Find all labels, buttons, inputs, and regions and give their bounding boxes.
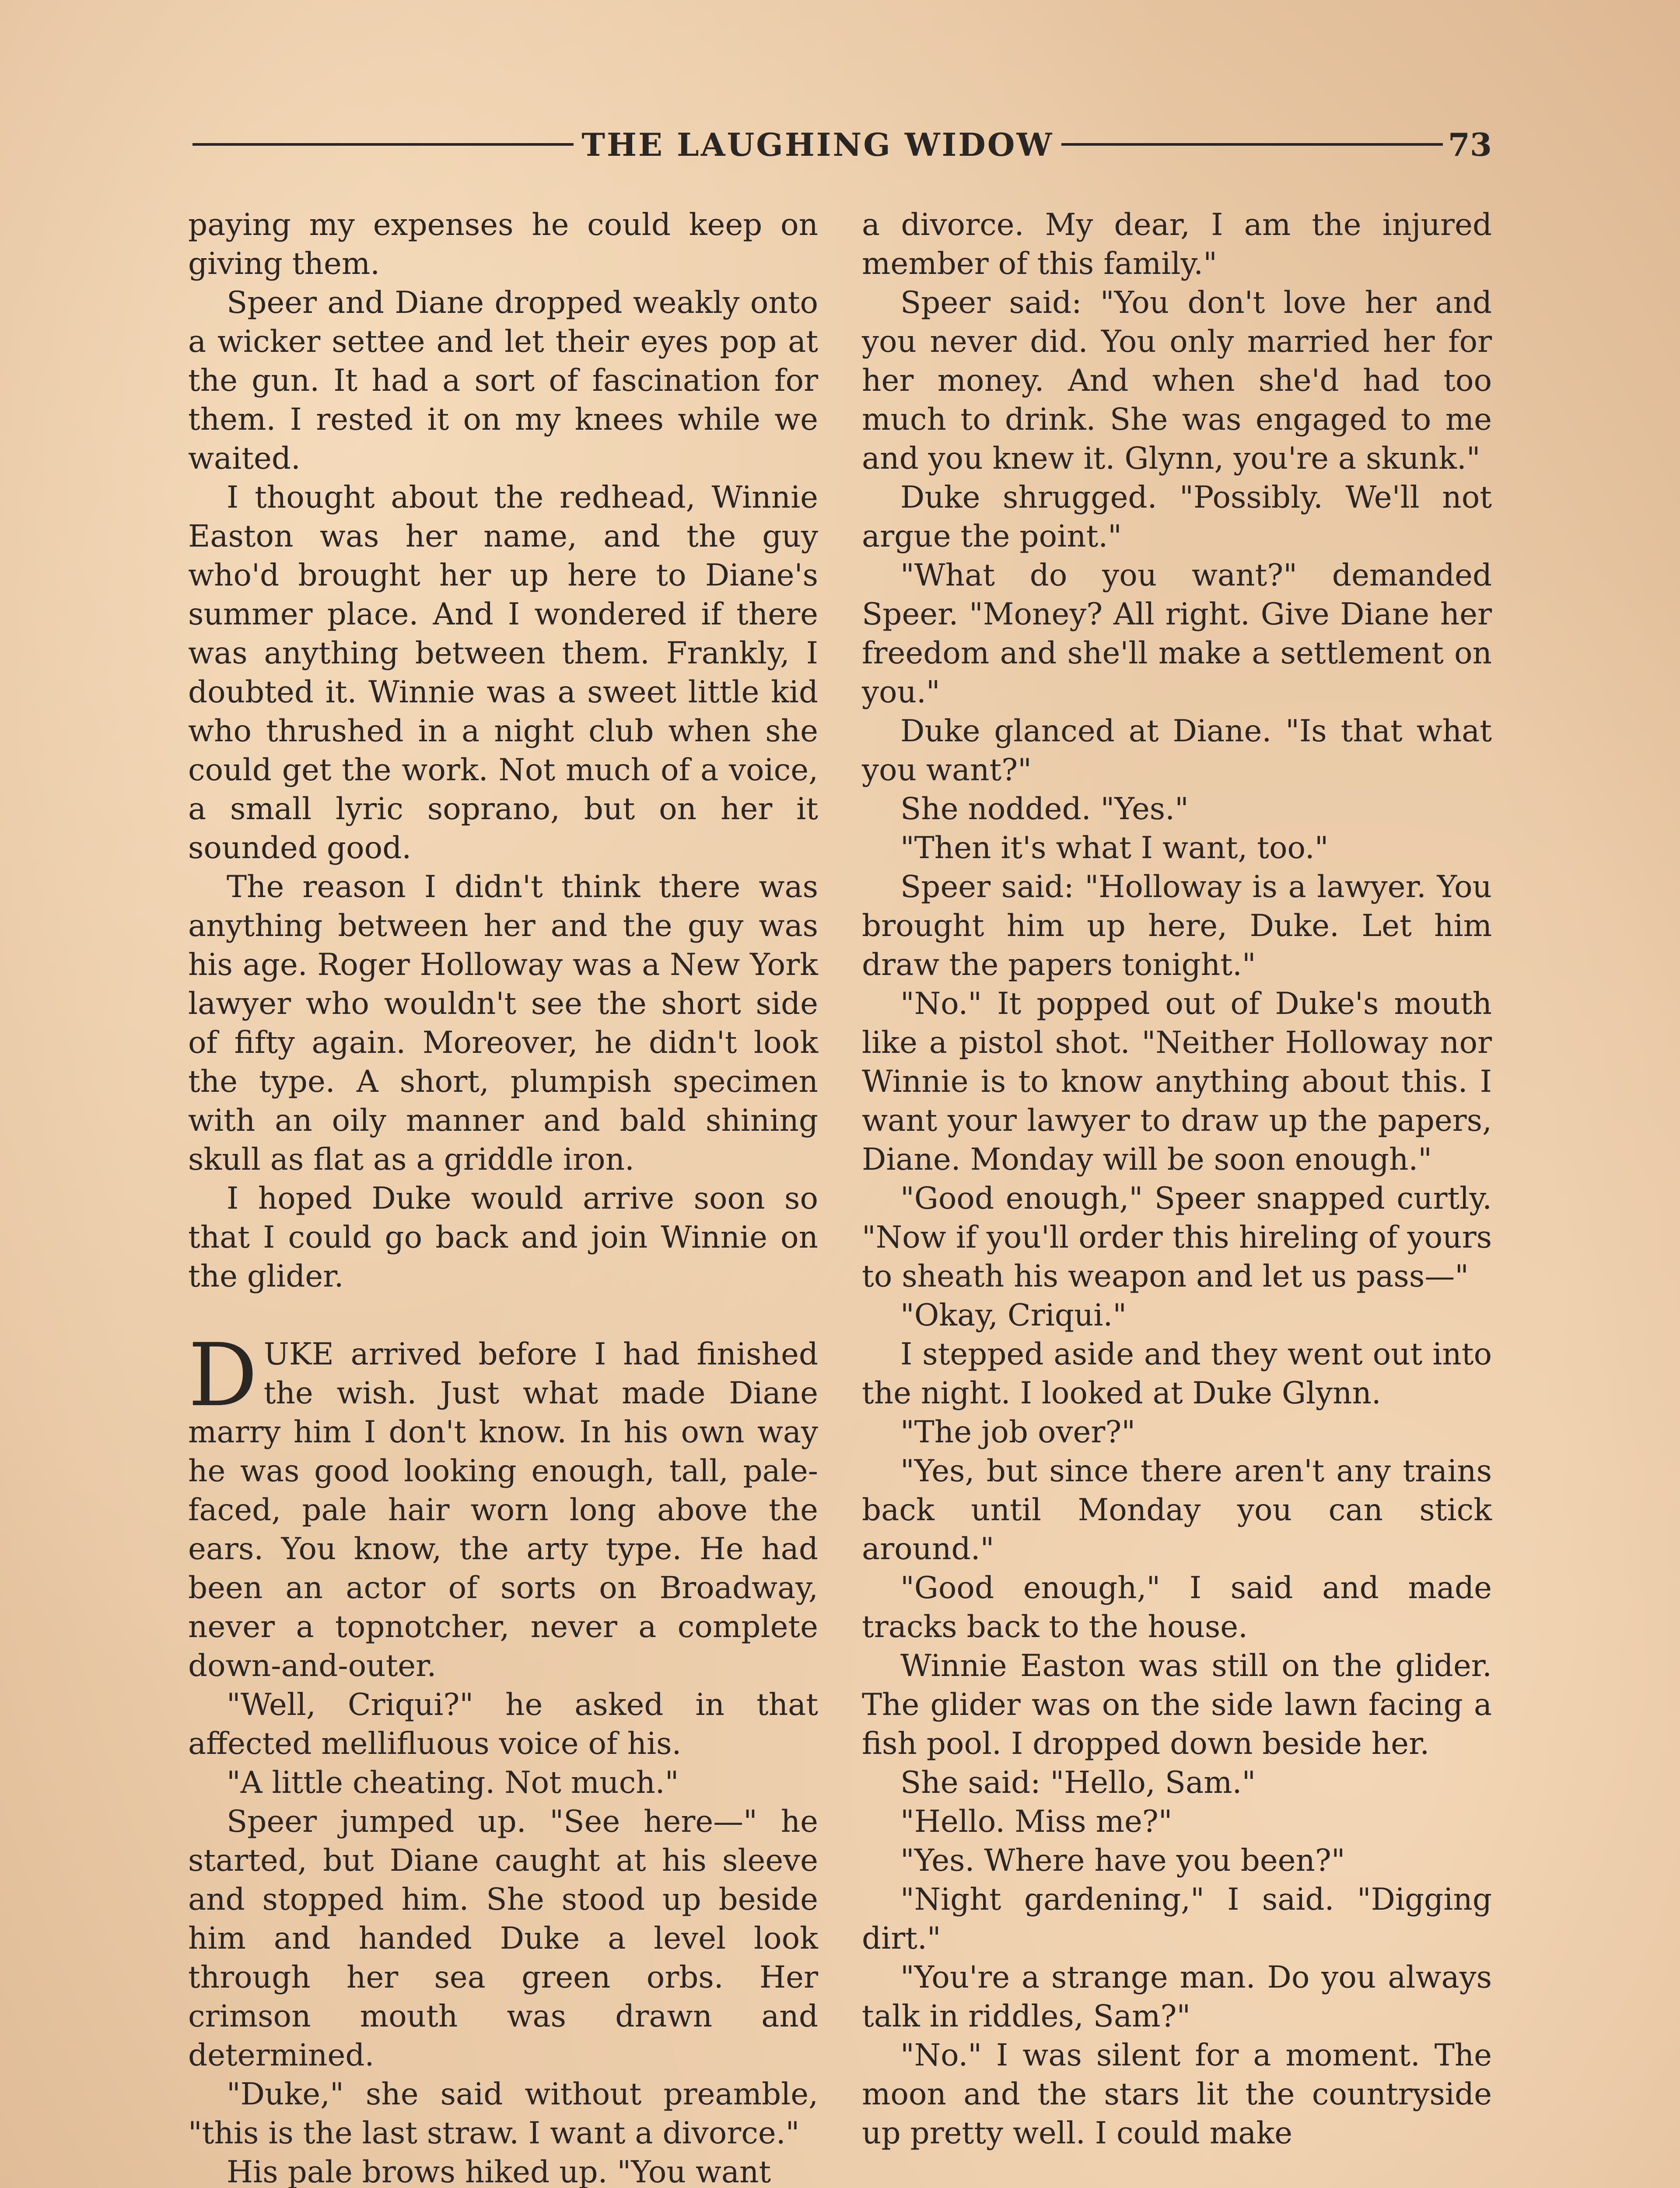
paragraph: a divorce. My dear, I am the injured member of this family." bbox=[862, 207, 1492, 281]
paragraph: She said: "Hello, Sam." bbox=[900, 1765, 1256, 1800]
paragraph: Duke shrugged. "Possibly. We'll not argue the point." bbox=[862, 480, 1492, 554]
paragraph: She nodded. "Yes." bbox=[900, 792, 1189, 827]
paragraph: His pale brows hiked up. "You want bbox=[227, 2155, 771, 2188]
paragraph: "Good enough," I said and made tracks back to the house. bbox=[862, 1571, 1492, 1645]
section-opening-paragraph bbox=[188, 1325, 818, 1686]
paragraph: "Yes, but since there aren't any trains back until Monday you can stick around." bbox=[862, 1454, 1492, 1567]
paragraph: "No." It popped out of Duke's mouth like a pistol shot. "Neither Holloway nor Winnie is to know anything about this. I want your lawyer to draw up the papers, Diane. Monday will be soon enough." bbox=[862, 986, 1492, 1177]
paragraph: Duke glanced at Diane. "Is that what you want?" bbox=[862, 714, 1492, 788]
paragraph: "Then it's what I want, too." bbox=[900, 831, 1329, 866]
paragraph: "Well, Criqui?" he asked in that affected mellifluous voice of his. bbox=[188, 1687, 818, 1761]
paragraph: "You're a strange man. Do you always talk in riddles, Sam?" bbox=[862, 1960, 1492, 2034]
header-rule-right bbox=[1061, 143, 1442, 146]
paragraph: I hoped Duke would arrive soon so that I could go back and join Winnie on the glider. bbox=[188, 1181, 818, 1294]
paragraph: The reason I didn't think there was anything between her and the guy was his age. Roger Holloway was a New York lawyer who wouldn't see the short side of fifty again. Moreover, he didn't look the type. A short, plumpish specimen with an oily manner and bald shining skull as flat as a griddle iron. bbox=[188, 870, 818, 1177]
paragraph: paying my expenses he could keep on giving them. bbox=[188, 207, 818, 281]
paragraph: "Okay, Criqui." bbox=[900, 1298, 1127, 1333]
paragraph: Speer said: "You don't love her and you never did. You only married her for her money. And when she'd had too much to drink. She was engaged to me and you knew it. Glynn, you're a skunk." bbox=[862, 285, 1492, 476]
paragraph: "The job over?" bbox=[900, 1415, 1136, 1450]
paragraph: "Night gardening," I said. "Digging dirt." bbox=[862, 1882, 1492, 1956]
paragraph: "Duke," she said without preamble, "this is the last straw. I want a divorce." bbox=[188, 2077, 818, 2151]
paragraph: Winnie Easton was still on the glider. The glider was on the side lawn facing a fish pool. I dropped down beside her. bbox=[862, 1648, 1492, 1761]
text-column-right bbox=[862, 206, 1492, 2153]
drop-cap: D bbox=[188, 1325, 258, 1426]
paragraph: "What do you want?" demanded Speer. "Money? All right. Give Diane her freedom and she'll make a settlement on you." bbox=[862, 558, 1492, 710]
section-opening-text: UKE arrived before I had finished the wish. Just what made Diane marry him I don't know. In his own way he was good looking enough, tall, pale-faced, pale hair worn long above the ears. You know, the arty type. He had been an actor of sorts on Broadway, never a topnotcher, never a complete down-and-outer. bbox=[188, 1337, 818, 1683]
paragraph: "Good enough," Speer snapped curtly. "Now if you'll order this hireling of yours to sheath his weapon and let us pass—" bbox=[862, 1181, 1492, 1294]
paragraph: I stepped aside and they went out into the night. I looked at Duke Glynn. bbox=[862, 1337, 1492, 1411]
paragraph: "A little cheating. Not much." bbox=[227, 1765, 679, 1800]
paragraph: I thought about the redhead, Winnie Easton was her name, and the guy who'd brought her up here to Diane's summer place. And I wondered if there was anything between them. Frankly, I doubted it. Winnie was a sweet little kid who thrushed in a night club when she could get the work. Not much of a voice, a small lyric soprano, but on her it sounded good. bbox=[188, 480, 818, 866]
running-header bbox=[192, 123, 1492, 166]
header-rule-left bbox=[192, 143, 574, 146]
paragraph: "Hello. Miss me?" bbox=[900, 1804, 1172, 1839]
paragraph: "No." I was silent for a moment. The moon and the stars lit the countryside up pretty well. I could make bbox=[862, 2038, 1492, 2151]
paragraph: Speer jumped up. "See here—" he started, but Diane caught at his sleeve and stopped him. She stood up beside him and handed Duke a level look through her sea green orbs. Her crimson mouth was drawn and determined. bbox=[188, 1804, 818, 2073]
story-title: THE LAUGHING WIDOW bbox=[581, 126, 1054, 163]
text-column-left bbox=[188, 206, 818, 2188]
page-number: 73 bbox=[1448, 126, 1492, 163]
paragraph: "Yes. Where have you been?" bbox=[900, 1843, 1345, 1878]
paragraph: Speer and Diane dropped weakly onto a wicker settee and let their eyes pop at the gun. It had a sort of fascination for them. I rested it on my knees while we waited. bbox=[188, 285, 818, 476]
paragraph: Speer said: "Holloway is a lawyer. You brought him up here, Duke. Let him draw the papers tonight." bbox=[862, 870, 1492, 982]
